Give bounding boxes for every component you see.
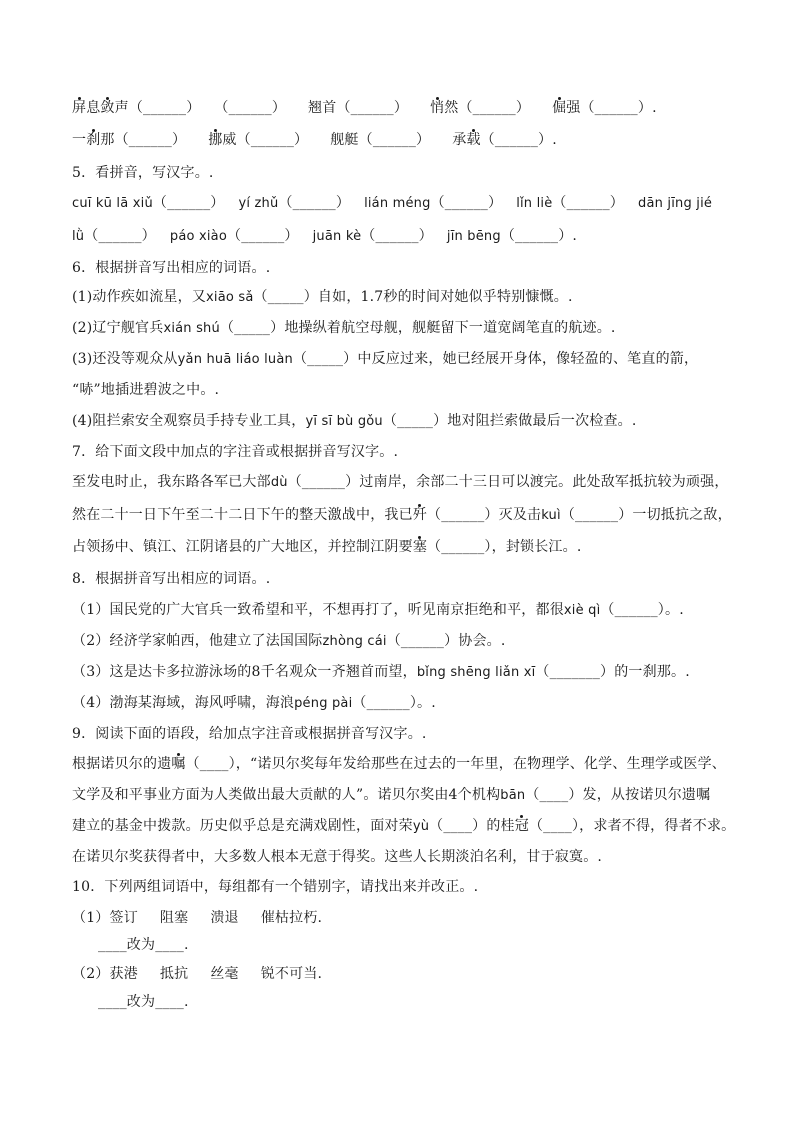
q7-line-2 xyxy=(72,505,732,526)
passage-text: 然在二十一日下午至二十二日下午的整天激战中，我已 xyxy=(72,507,413,523)
pinyin: dān jīng jié xyxy=(638,196,713,211)
q8-item-2 xyxy=(72,631,506,652)
group-number: （2） xyxy=(72,966,110,982)
q10-group-2 xyxy=(72,964,322,984)
word: 丝毫 xyxy=(210,966,239,982)
q6-item-2 xyxy=(72,318,616,339)
passage-text: 建立的基金中拨款。历史似乎总是充满戏剧性，面对荣 xyxy=(72,818,413,834)
answer-blank[interactable]: （______） xyxy=(430,195,503,211)
q9-line-4: 在诺贝尔奖获得者中，大多数人根本无意于得奖。这些人长期淡泊名利，甘于寂寞。. xyxy=(72,849,603,865)
passage-text: （____），“诺贝尔奖每年发给那些在过去的一年里，在物理学、化学、生理学或医学、 xyxy=(185,756,726,772)
q6-item-3 xyxy=(72,349,698,370)
pinyin: páo xiào xyxy=(169,229,228,244)
answer-blank[interactable]: （______） xyxy=(214,100,287,116)
pinyin: xiè qì xyxy=(563,603,601,618)
passage-text: （____）的桂 xyxy=(429,818,515,834)
word-part: 翘首 xyxy=(308,100,337,116)
answer-blank[interactable]: （______） xyxy=(152,195,225,211)
answer-blank[interactable]: （______） xyxy=(114,132,187,148)
dotted-char: 载 xyxy=(466,132,481,148)
word: 锐不可当. xyxy=(260,966,323,982)
sentence-text: （_____）中反应过来，她已经展开身体，像轻盈的、笔直的箭， xyxy=(292,351,699,367)
dotted-char: 悄 xyxy=(430,100,445,116)
pinyin: bān xyxy=(500,788,526,803)
word-part: 一 xyxy=(72,132,87,148)
sentence-text: (3)还没等观众从 xyxy=(72,351,178,367)
passage-text: （______），封锁长江。. xyxy=(427,539,582,555)
q9-line-2 xyxy=(72,785,710,806)
dotted-char: 挪 xyxy=(208,132,223,148)
q5-line-2 xyxy=(72,226,577,247)
sentence-text: （_______）的一刹那。. xyxy=(535,664,690,680)
dotted-char: 敛 xyxy=(100,100,115,116)
answer-blank[interactable]: （______） xyxy=(336,100,409,116)
q10-fix-2[interactable]: ____改为____. xyxy=(98,994,189,1010)
pinyin: juān kè xyxy=(312,229,362,244)
word-part: 承 xyxy=(452,132,467,148)
passage-text: （______）过南岸，余部二十三日可以渡完。此处敌军抵抗较为顽强， xyxy=(287,474,729,490)
q7-line-1 xyxy=(72,472,729,493)
sentence-text: （______）。. xyxy=(600,602,684,618)
passage-text: 至发电时止，我东路各军已大部 xyxy=(72,474,271,490)
passage-text: 根据诺贝尔的遗 xyxy=(72,756,172,772)
sentence-text: （4）渤海某海域，海风呼啸，海浪 xyxy=(72,695,295,711)
q5-title: 5．看拼音，写汉字。. xyxy=(72,165,214,181)
answer-blank[interactable]: （______） xyxy=(236,132,309,148)
passage-text: （____）发，从按诺贝尔遗嘱 xyxy=(525,787,711,803)
answer-blank[interactable]: （______） xyxy=(552,195,625,211)
q10-group-1 xyxy=(72,908,322,928)
pinyin: xiāo sǎ xyxy=(206,290,254,305)
q8-title: 8．根据拼音写出相应的词语。. xyxy=(72,571,271,587)
word-part: 舰艇 xyxy=(330,132,359,148)
sentence-text: （______）协会。. xyxy=(386,633,506,649)
q8-item-3 xyxy=(72,662,690,683)
pinyin: yù xyxy=(412,819,430,834)
word: 溃退 xyxy=(210,910,239,926)
q10-fix-1[interactable]: ____改为____. xyxy=(98,937,189,953)
pinyin: lián méng xyxy=(364,196,431,211)
answer-blank[interactable]: （______） xyxy=(84,228,156,244)
pinyin: lǜ xyxy=(72,229,85,244)
sentence-text: (4)阻拦索安全观察员手持专业工具， xyxy=(72,413,306,429)
sentence-text: (2)辽宁舰官兵 xyxy=(72,320,164,336)
word-part: 威 xyxy=(222,132,237,148)
passage-text: 占领扬中、镇江、江阴诸县的广大地区，并控制江阴要 xyxy=(72,539,413,555)
answer-blank[interactable]: （______）. xyxy=(480,132,557,148)
pinyin: cuī kū lā xiǔ xyxy=(72,196,153,211)
word-part: 声 xyxy=(114,100,129,116)
q5-line-1 xyxy=(72,193,712,214)
sentence-text: （_____）地对阻拦索做最后一次检查。. xyxy=(382,413,637,429)
pinyin: lǐn liè xyxy=(516,196,553,211)
pinyin: yí zhǔ xyxy=(238,196,279,211)
word: 抵抗 xyxy=(159,966,189,982)
sentence-text: （1）国民党的广大官兵一致希望和平，不想再打了，听见南京拒绝和平，都很 xyxy=(72,602,564,618)
word-part: 然 xyxy=(444,100,459,116)
word: 阻塞 xyxy=(159,910,189,926)
q6-item-1 xyxy=(72,287,573,308)
q7-line-3 xyxy=(72,537,581,557)
passage-text: 文学及和平事业方面为人类做出最大贡献的人”。诺贝尔奖由4个机构 xyxy=(72,787,501,803)
word-part: 那 xyxy=(100,132,115,148)
q9-line-1 xyxy=(72,754,726,774)
sentence-text: (1)动作疾如流星，又 xyxy=(72,289,207,305)
sentence-text: （2）经济学家帕西，他建立了法国国际 xyxy=(72,633,323,649)
word: 签订 xyxy=(109,910,138,926)
pinyin: jīn bēng xyxy=(446,229,501,244)
word: 获港 xyxy=(109,966,138,982)
dotted-char: 屏 xyxy=(72,100,87,116)
q9-title: 9．阅读下面的语段，给加点字注音或根据拼音写汉字。. xyxy=(72,726,427,742)
sentence-text: （3）这是达卡多拉游泳场的8千名观众一齐翘首而望， xyxy=(72,664,417,680)
dotted-char: 刹 xyxy=(86,132,101,148)
sentence-text: （_____）地操纵着航空母舰，舰艇留下一道宽阔笔直的航迹。. xyxy=(219,320,616,336)
pinyin: xián shú xyxy=(163,321,220,336)
dotted-char: 倔 xyxy=(552,100,567,116)
pinyin: yǎn huā liáo luàn xyxy=(177,352,293,367)
q6-item-3-cont xyxy=(72,380,219,400)
word-part: 息 xyxy=(86,100,101,116)
q10-title: 10．下列两组词语中，每组都有一个错别字，请找出来并改正。. xyxy=(72,879,479,895)
pinyin: péng pài xyxy=(294,696,353,711)
answer-blank[interactable]: （______） xyxy=(227,228,299,244)
q6-title: 6．根据拼音写出相应的词语。. xyxy=(72,260,271,276)
sentence-text: （_____）自如，1.7秒的时间对她似乎特别慷慨。. xyxy=(253,289,573,305)
answer-blank[interactable]: （______） xyxy=(458,100,531,116)
answer-blank[interactable]: （______） xyxy=(358,132,431,148)
word-part: 强 xyxy=(566,100,581,116)
answer-blank[interactable]: （______）. xyxy=(580,100,657,116)
q9-line-3 xyxy=(72,816,735,837)
answer-blank[interactable]: （______） xyxy=(128,100,201,116)
answer-blank[interactable]: （______） xyxy=(361,228,433,244)
pinyin: yī sī bù gǒu xyxy=(305,414,383,429)
dotted-char: 冠 xyxy=(514,818,529,834)
passage-text: （______）灭及击 xyxy=(427,507,542,523)
dotted-char: 歼 xyxy=(412,507,428,523)
answer-blank[interactable]: （______） xyxy=(278,195,351,211)
pinyin: zhòng cái xyxy=(322,634,387,649)
passage-text: （______）一切抵抗之敌， xyxy=(560,507,732,523)
q7-title: 7．给下面文段中加点的字注音或根据拼音写汉字。. xyxy=(72,444,399,460)
passage-text: （____），求者不得，得者不求。 xyxy=(528,818,736,834)
q8-item-4 xyxy=(72,693,436,714)
pinyin: dù xyxy=(270,475,288,490)
pinyin: bǐng shēng liǎn xī xyxy=(416,665,536,680)
word: 催枯拉朽. xyxy=(260,910,323,926)
q4-row-1 xyxy=(72,98,657,118)
answer-blank[interactable]: （______）. xyxy=(500,228,578,244)
dotted-char: 嘱 xyxy=(171,756,186,772)
group-number: （1） xyxy=(72,910,110,926)
q4-row-2 xyxy=(72,130,557,150)
dotted-char: 塞 xyxy=(412,539,428,555)
sentence-text: “哧”地插进碧波之中。. xyxy=(72,382,220,398)
q8-item-1 xyxy=(72,600,684,621)
sentence-text: （______）。. xyxy=(352,695,436,711)
pinyin: kuì xyxy=(541,508,561,523)
q6-item-4 xyxy=(72,411,637,432)
